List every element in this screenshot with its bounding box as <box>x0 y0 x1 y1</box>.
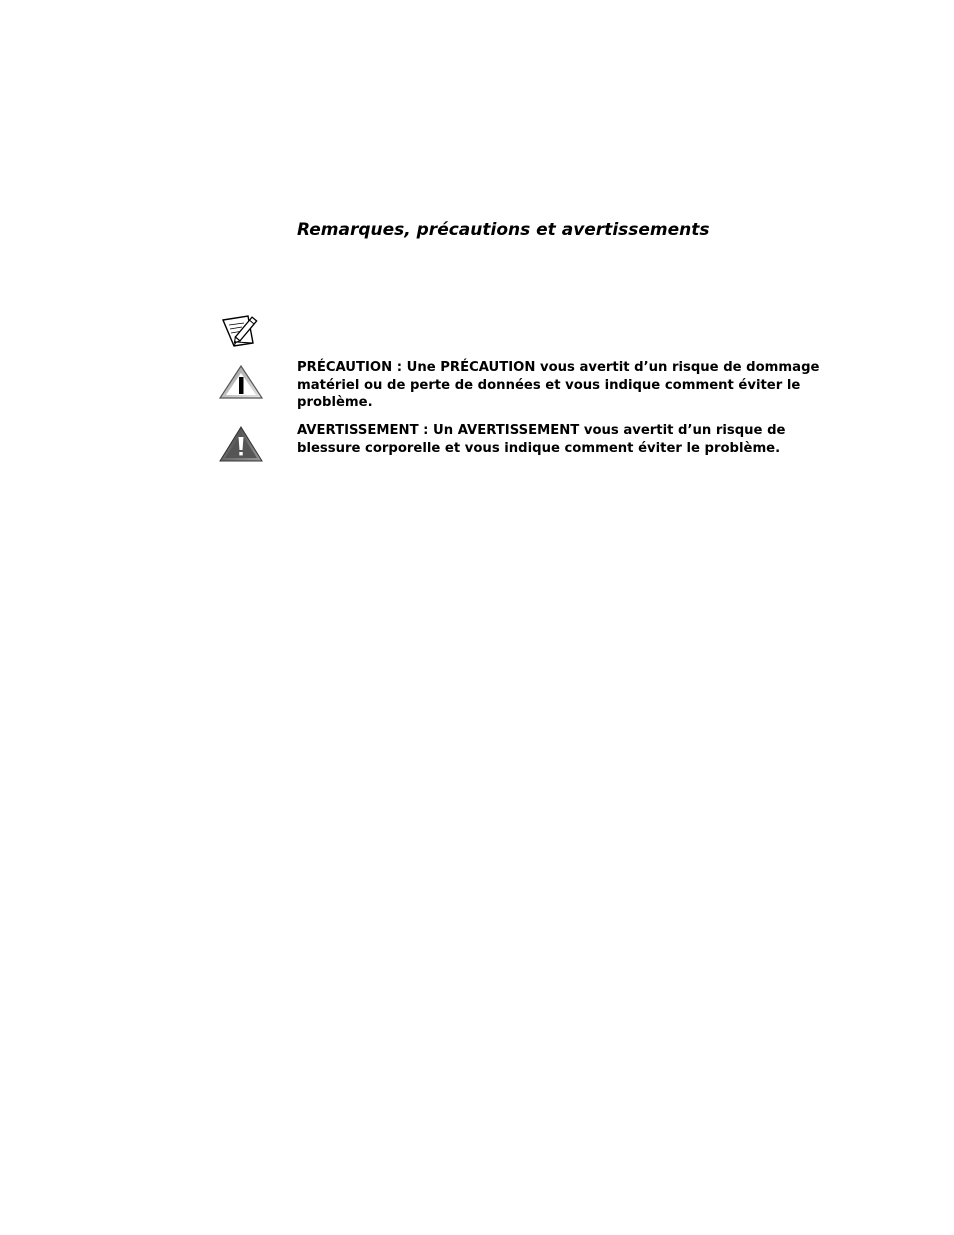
warning-notice-text: AVERTISSEMENT : Un AVERTISSEMENT vous avertit d’un risque de blessure corporelle et vous indique comment éviter le problème. <box>297 423 786 456</box>
caution-notice-text: PRÉCAUTION : Une PRÉCAUTION vous avertit d’un risque de dommage matériel ou de perte de données et vous indique comment éviter le problème. <box>297 360 820 410</box>
caution-triangle-icon <box>218 364 264 400</box>
warning-triangle-icon <box>218 425 264 463</box>
note-pencil-icon <box>220 313 262 349</box>
page-title: Remarques, précautions et avertissements <box>297 220 710 240</box>
